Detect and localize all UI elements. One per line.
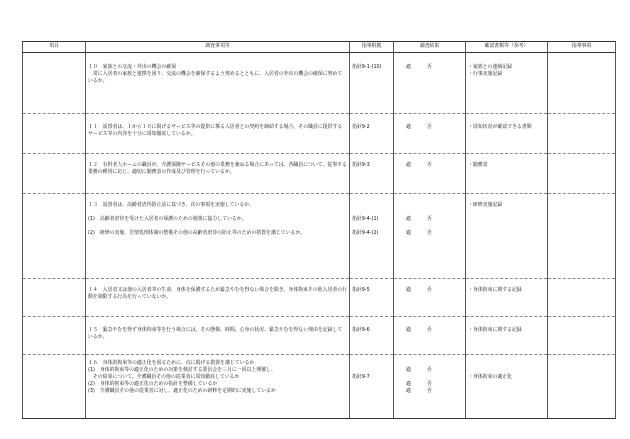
result-ok[interactable]: 適 <box>406 162 411 168</box>
instruction-cell <box>548 279 616 317</box>
result-ok[interactable]: 適 <box>406 388 411 395</box>
survey-line: １３ 設置者は、高齢者虐待防止法に基づき、次の事項を実施しているか。 <box>88 202 255 208</box>
survey-cell <box>86 279 350 317</box>
survey-line: (3) 介護職員その他の従業者に対し、適正化のための研修を定期的に実施しているか <box>88 388 276 395</box>
guideline-ref: 指針9-2 <box>352 124 370 130</box>
survey-line: １４ 入居者又は他の入居者等の生命、身体を保護するため緊急やむを得ない場合を除き、身体拘束その他入居者の行動を制限する行為を行っていないか。 <box>88 287 348 301</box>
documents-cell <box>466 355 548 419</box>
result-ok[interactable]: 適 <box>406 230 411 237</box>
survey-line: １２ 有料老人ホームの職員が、介護保険サービスその他の業務を兼ねる場合にあっては、各職員について、従事する業務の種別に応じ、適切に勤務表の作成及び管理を行っているか。 <box>88 162 347 176</box>
survey-line: その結果について、介護職員その他の従業者に周知徹底しているか <box>88 374 240 381</box>
table-row <box>23 279 616 317</box>
item-cell <box>23 53 86 114</box>
survey-line: １１ 設置者は、１から１０に掲げるサービス等の提供に係る入居者との契約を締結する場合、その職員に提供するサービス等の内容を十分に周知徹底しているか。 <box>88 124 343 138</box>
result-ng[interactable]: 否 <box>426 388 432 395</box>
survey-cell <box>86 194 350 279</box>
survey-line: (2) 身体的拘束等の適正化のための指針を整備しているか <box>88 381 218 388</box>
documents-cell <box>466 154 548 194</box>
result-ng[interactable]: 否 <box>426 64 432 70</box>
result-ng[interactable]: 否 <box>426 124 432 130</box>
item-cell <box>23 317 86 355</box>
guideline-ref: 指針9-6 <box>352 327 370 333</box>
document-item: ・研修実施記録 <box>468 202 503 208</box>
header-documents: 確認書類等（参考） <box>466 42 548 53</box>
result-ok[interactable]: 適 <box>406 327 411 333</box>
guideline-ref: 指針9-4-(2) <box>352 230 379 237</box>
header-result: 調査結果 <box>394 42 466 53</box>
item-cell <box>23 114 86 154</box>
item-cell <box>23 355 86 419</box>
result-ok[interactable]: 適 <box>406 381 411 388</box>
documents-cell <box>466 317 548 355</box>
guideline-cell <box>350 279 394 317</box>
instruction-cell <box>548 114 616 154</box>
result-cell <box>394 279 466 317</box>
result-ok[interactable]: 適 <box>406 287 411 293</box>
item-cell <box>23 279 86 317</box>
survey-cell <box>86 317 350 355</box>
guideline-cell <box>350 53 394 114</box>
result-ok[interactable]: 適 <box>406 216 411 223</box>
result-ng[interactable]: 否 <box>426 162 432 168</box>
guideline-ref: 指針9-3 <box>352 162 370 168</box>
survey-cell <box>86 355 350 419</box>
survey-cell <box>86 53 350 114</box>
header-guideline: 指導根拠 <box>350 42 394 53</box>
survey-cell <box>86 154 350 194</box>
guideline-ref: 指針9-5 <box>352 287 370 293</box>
result-ok[interactable]: 適 <box>406 124 411 130</box>
table-row <box>23 194 616 279</box>
instruction-cell <box>548 154 616 194</box>
result-ng[interactable]: 否 <box>426 230 432 237</box>
instruction-cell <box>548 317 616 355</box>
result-ok[interactable]: 適 <box>406 64 411 70</box>
header-item: 項目 <box>23 42 86 53</box>
result-ng[interactable]: 否 <box>426 381 432 388</box>
result-ok[interactable]: 適 <box>406 367 411 373</box>
table-row <box>23 53 616 114</box>
result-ng[interactable]: 否 <box>426 367 432 373</box>
survey-line: (2) 研修の実施、苦情処理体制の整備その他の高齢者虐待の防止等のための措置を講じているか。 <box>88 230 306 237</box>
header-survey: 調査事項等 <box>86 42 350 53</box>
guideline-cell <box>350 317 394 355</box>
documents-cell <box>466 194 548 279</box>
result-cell <box>394 194 466 279</box>
table-row <box>23 154 616 194</box>
document-item: ・周知状況が確認できる書類 <box>468 124 532 130</box>
document-item: ・行事実施記録 <box>468 71 503 78</box>
table-row <box>23 355 616 419</box>
item-cell <box>23 194 86 279</box>
header-row <box>23 42 616 53</box>
document-item: ・家族との連絡記録 <box>468 64 513 70</box>
table-row <box>23 317 616 355</box>
result-cell <box>394 114 466 154</box>
result-cell <box>394 53 466 114</box>
header-instruction: 指導事項 <box>548 42 616 53</box>
result-cell <box>394 154 466 194</box>
instruction-cell <box>548 194 616 279</box>
instruction-cell <box>548 355 616 419</box>
guideline-cell <box>350 355 394 419</box>
survey-line: １０ 家族との交流・外出の機会の確保 <box>88 64 177 70</box>
document-item: ・身体拘束に関する記録 <box>468 327 522 333</box>
guideline-cell <box>350 194 394 279</box>
documents-cell <box>466 114 548 154</box>
survey-line: 常に入居者の家族と連携を図り、交流の機会を確保するよう努めるとともに、入居者の外出の機会の確保に努めているか。 <box>88 71 343 85</box>
guideline-cell <box>350 154 394 194</box>
guideline-cell <box>350 114 394 154</box>
survey-line: (1) 高齢者虐待を受けた入居者の保護のための施策に協力しているか。 <box>88 216 247 223</box>
documents-cell <box>466 279 548 317</box>
guideline-ref: 指針9-7 <box>352 374 370 380</box>
documents-cell <box>466 53 548 114</box>
inspection-table <box>22 41 616 419</box>
guideline-ref: 指針9-1-(10) <box>352 64 382 70</box>
result-ng[interactable]: 否 <box>426 287 432 293</box>
result-cell <box>394 355 466 419</box>
item-cell <box>23 154 86 194</box>
document-item: ・身体拘束に関する記録 <box>468 287 522 293</box>
document-item: ・勤務表 <box>468 162 488 168</box>
instruction-cell <box>548 53 616 114</box>
survey-cell <box>86 114 350 154</box>
result-cell <box>394 317 466 355</box>
guideline-ref: 指針9-4-(1) <box>352 216 379 223</box>
survey-line: １５ 緊急やむを得ず身体拘束等を行う場合には、その態様、時間、心身の状況、緊急やむを得ない理由を記録しているか。 <box>88 327 343 341</box>
document-item: ・身体拘束の適正化 <box>468 374 513 380</box>
result-ng[interactable]: 否 <box>426 327 432 333</box>
survey-line: １６ 身体的拘束等の適正化を図るために、次に掲げる措置を講じているか <box>88 360 255 366</box>
survey-line: (1) 身体的拘束等の適正化のための対策を検討する委員会を三月に一回以上開催し、 <box>88 367 276 374</box>
table-row <box>23 114 616 154</box>
result-ng[interactable]: 否 <box>426 216 432 223</box>
